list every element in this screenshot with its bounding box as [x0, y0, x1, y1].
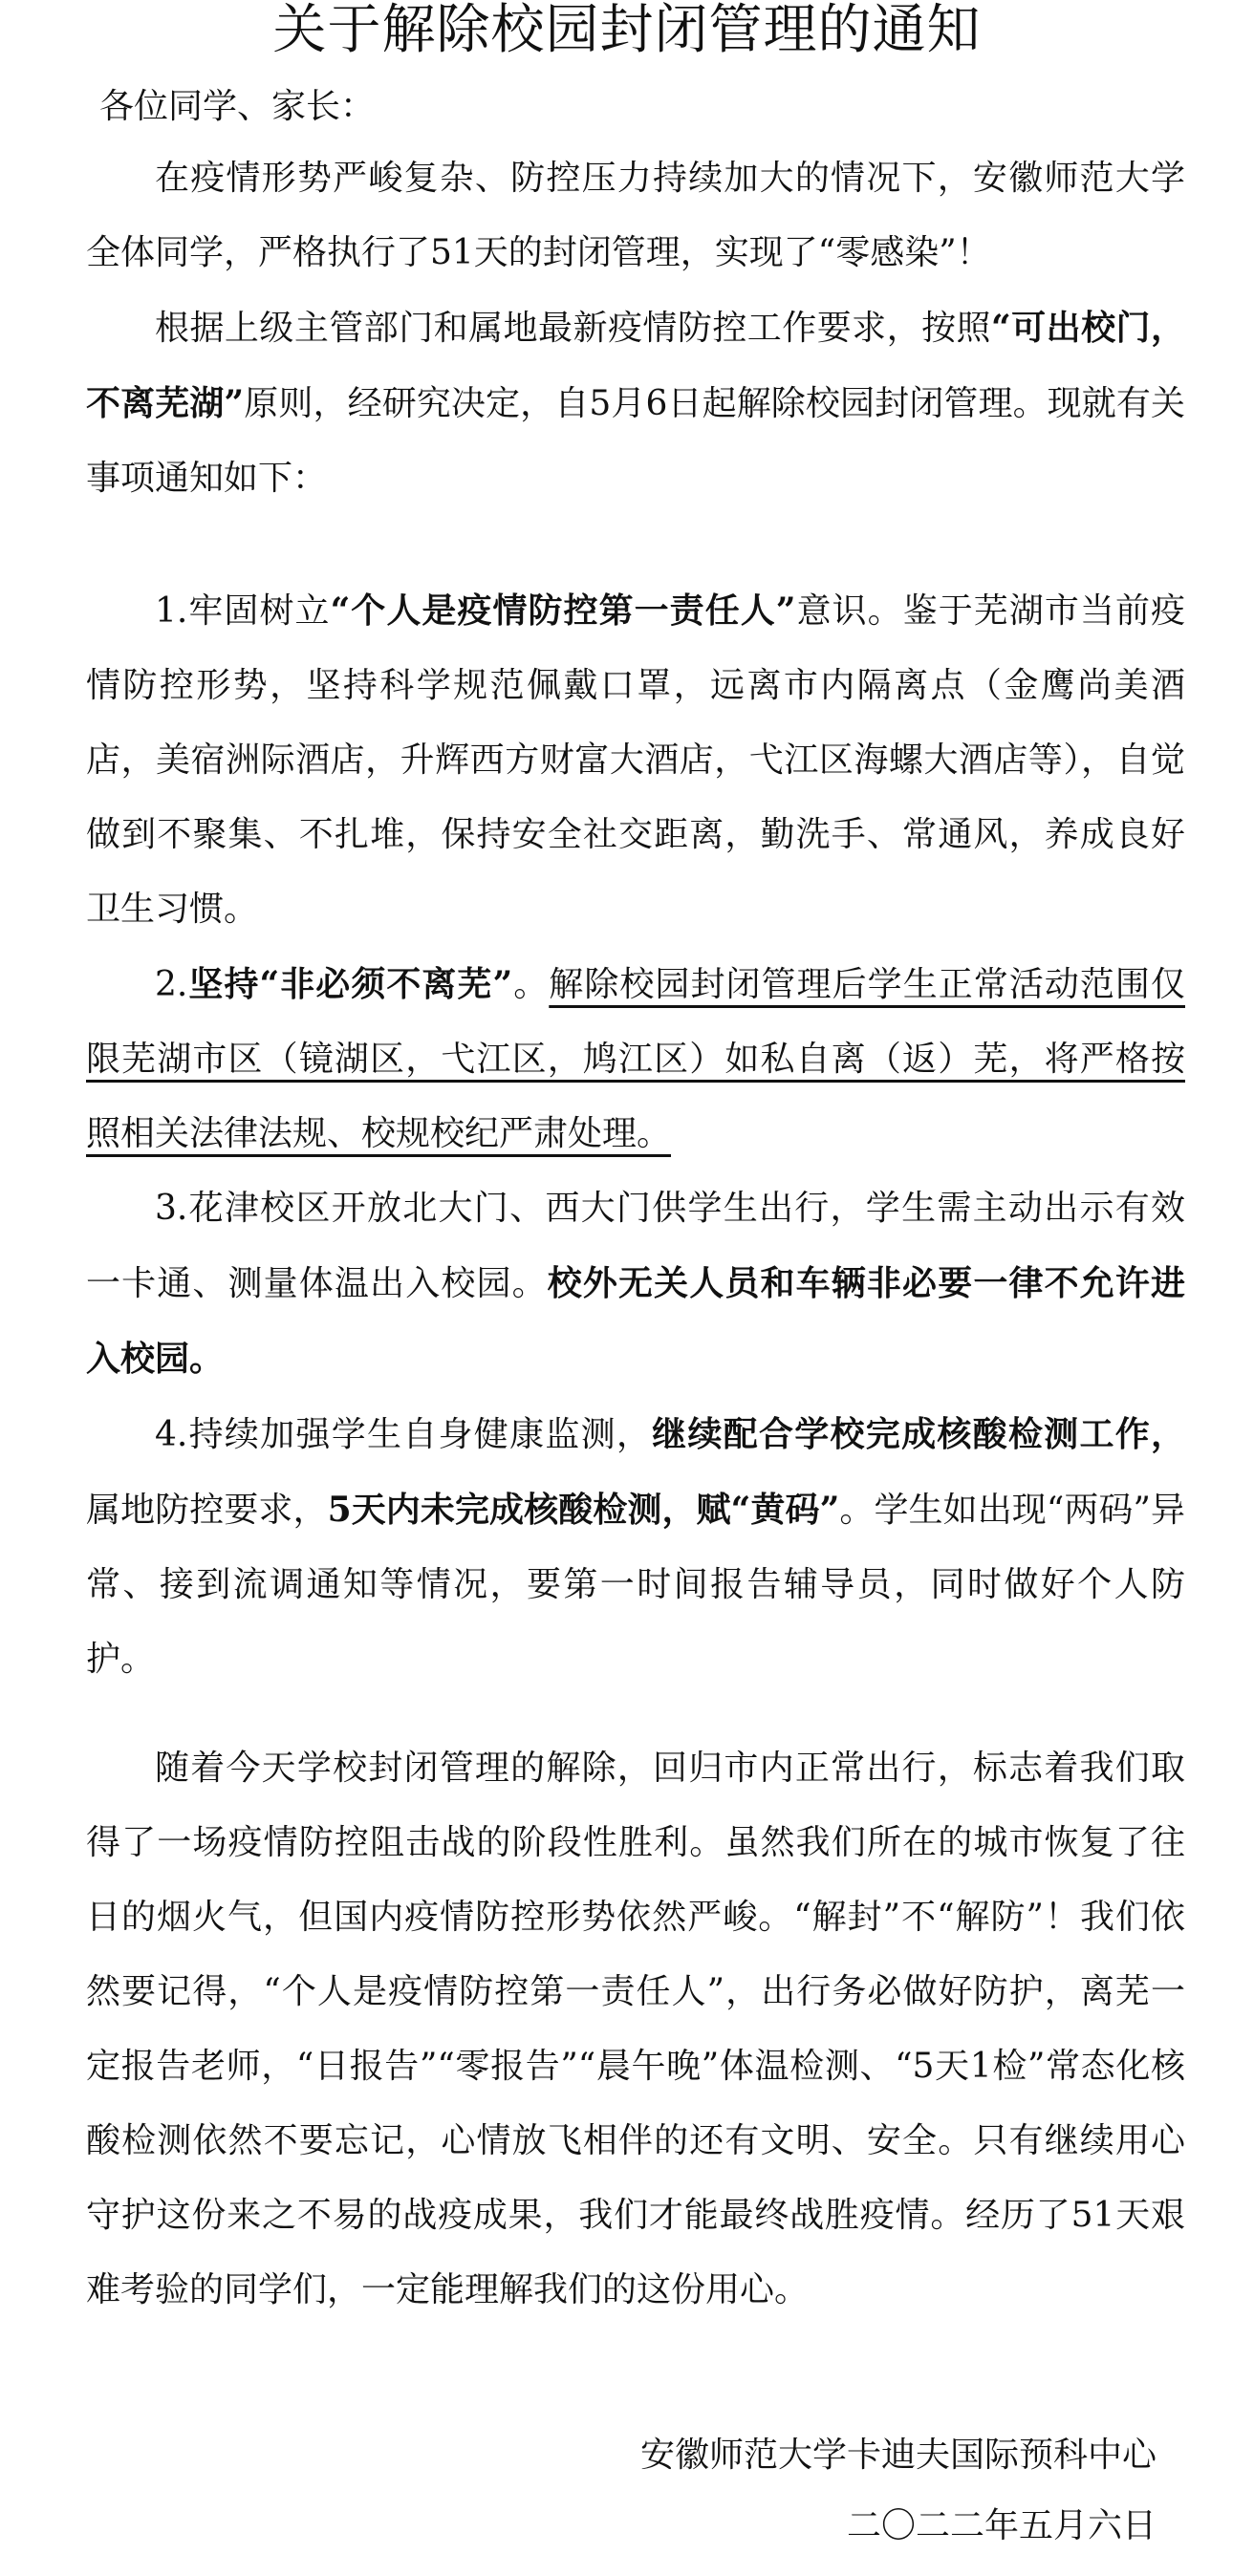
- date: 二〇二二年五月六日: [846, 2506, 1157, 2545]
- item-3-bold: 校外无关人员和车辆非必要一律不允许进入校园。: [86, 1263, 1185, 1379]
- notice-title: 关于解除校园封闭管理的通知: [272, 0, 982, 61]
- item-3-text: 3.花津校区开放北大门、西大门供学生出行，学生需主动出示有效一卡通、测量体温出入校园。: [86, 1189, 1185, 1303]
- item-1-text: 意识。鉴于芜湖市当前疫情防控形势，坚持科学规范佩戴口罩，远离市内隔离点（金鹰尚美酒店，美宿洲际酒店，升辉西方财富大酒店，弋江区海螺大酒店等），自觉做到不聚集、不扎堆，保持安全社交距离，勤洗手、常通风，养成良好卫生习惯。: [86, 591, 1185, 929]
- decision-paragraph: [86, 290, 1185, 516]
- item-4-text-1: 4.持续加强学生自身健康监测，: [155, 1415, 653, 1454]
- item-2-underlined: 解除校园封闭管理后学生正常活动范围仅限芜湖市区（镜湖区，弋江区，鸠江区）如私自离（返）芜，将严格按照相关法律法规、校规校纪严肃处理。: [86, 965, 1185, 1153]
- signature: 安徽师范大学卡迪夫国际预科中心: [639, 2436, 1157, 2475]
- greeting: 各位同学、家长：: [99, 87, 376, 126]
- closing-paragraph: 随着今天学校封闭管理的解除，回归市内正常出行，标志着我们取得了一场疫情防控阻击战的阶段性胜利。虽然我们所在的城市恢复了往日的烟火气，但国内疫情防控形势依然严峻。“解封”不“解防”！我们依然要记得，“个人是疫情防控第一责任人”，出行务必做好防护，离芜一定报告老师，“日报告”“零报告”“晨午晚”体温检测、“5天1检”常态化核酸检测依然不要忘记，心情放飞相伴的还有文明、安全。只有继续用心守护这份来之不易的战疫成果，我们才能最终战胜疫情。经历了51天艰难考验的同学们，一定能理解我们的这份用心。: [86, 1749, 1185, 2309]
- item-4-text-3: 。学生如出现“两码”异常、接到流调通知等情况，要第一时间报告辅导员，同时做好个人防护。: [86, 1491, 1185, 1679]
- item-1-bold: “个人是疫情防控第一责任人”: [330, 590, 796, 631]
- item-4-text-2: 属地防控要求，: [86, 1491, 328, 1530]
- item-2-bold: 坚持“非必须不离芜”: [187, 964, 513, 1004]
- decision-text-2: 原则，经研究决定，自5月6日起解除校园封闭管理。现就有关事项通知如下：: [86, 384, 1186, 498]
- closing-section: [86, 1731, 1185, 2328]
- item-4-bold-2: 5天内未完成核酸检测，赋“黄码”: [327, 1490, 840, 1530]
- item-3: [86, 1171, 1185, 1397]
- item-2-number: 2.: [155, 965, 188, 1004]
- decision-principle: “可出校门，不离芜湖”: [86, 308, 1185, 423]
- item-1: [86, 573, 1185, 947]
- item-1-number: 1.牢固树立: [155, 591, 331, 631]
- item-2: [86, 947, 1185, 1171]
- intro-paragraph: 在疫情形势严峻复杂、防控压力持续加大的情况下，安徽师范大学全体同学，严格执行了51天的封闭管理，实现了“零感染”！: [86, 159, 1185, 272]
- notice-items: [86, 573, 1185, 1697]
- item-4: [86, 1397, 1185, 1697]
- decision-text-1: 根据上级主管部门和属地最新疫情防控工作要求，按照: [155, 309, 991, 348]
- item-2-punct: 。: [512, 965, 550, 1004]
- notice-intro: [86, 141, 1185, 516]
- item-4-bold-1: 继续配合学校完成核酸检测工作，: [652, 1414, 1185, 1454]
